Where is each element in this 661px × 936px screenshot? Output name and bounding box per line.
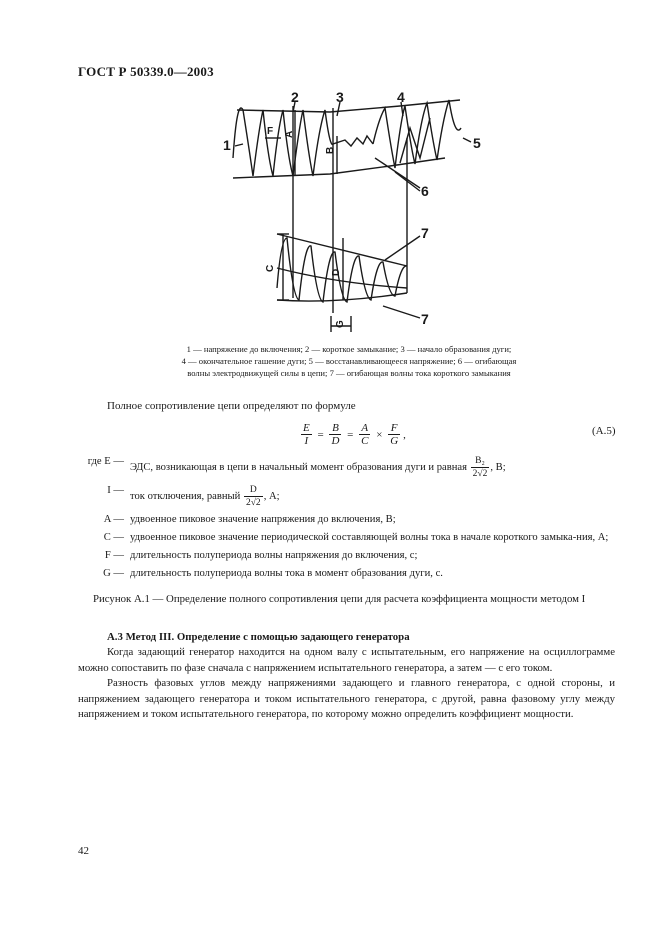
label-2: 2 — [291, 89, 299, 105]
page-number: 42 — [78, 845, 89, 857]
voltage-wave-before — [233, 108, 293, 176]
section-heading: А.3 Метод III. Определение с помощью задающего генератора — [107, 631, 410, 643]
equation-number: (А.5) — [592, 425, 616, 437]
label-1: 1 — [223, 137, 231, 153]
label-6: 6 — [421, 183, 429, 199]
label-A: A — [284, 130, 295, 138]
legend-line-3: волны электродвижущей силы в цепи; 7 — огибающая волны тока короткого замыкания — [187, 368, 511, 378]
label-F: F — [267, 126, 274, 137]
label-3: 3 — [336, 89, 344, 105]
current-wave — [277, 238, 407, 302]
legend-line-1: 1 — напряжение до включения; 2 — короткое замыкание; 3 — начало образования дуги; — [186, 344, 512, 354]
upper-envelope-bottom — [233, 158, 445, 178]
oscillogram-figure — [215, 88, 505, 338]
label-7-upper: 7 — [421, 225, 429, 241]
label-B: B — [325, 146, 336, 154]
current-zero-line — [277, 268, 407, 288]
figure-title: Рисунок А.1 — Определение полного сопротивления цепи для расчета коэффициента мощности методом I — [93, 593, 586, 605]
definition-f: F — длительность полупериода волны напряжения до включения, с; — [104, 550, 418, 561]
legend-line-2: 4 — окончательное гашение дуги; 5 — восстанавливающееся напряжение; 6 — огибающая — [181, 356, 517, 366]
definition-e: где E — ЭДС, возникающая в цепи в начальный момент образования дуги и равная $\frac{\text{B₂}}{2√2}$ , В; — [87, 456, 506, 479]
definition-c: C — удвоенное пиковое значение периодической составляющей волны тока в начале короткого замыка-ния, А; — [103, 532, 609, 543]
definition-a: A — удвоенное пиковое значение напряжения до включения, В; — [103, 514, 396, 525]
label-G: G — [335, 320, 346, 328]
current-envelope-top — [277, 234, 407, 266]
formula-a5: $\frac{E}{I}$ = $\frac{B}{D}$ = $\frac{A}{C}$ × $\frac{F}{G}$ , — [303, 422, 406, 447]
section-paragraph-2: Разность фазовых углов между напряжениями задающего и главного генератора, с одной стороны, и напряжением задающего генератора и током испытательного генератора, с другой, равна фазовому углу между напряжением и током испытательного генератора, по которому можно определить коэффициент мощности. — [78, 677, 615, 720]
formula-intro: Полное сопротивление цепи определяют по формуле — [107, 400, 356, 412]
definitions-list — [78, 455, 618, 585]
recovery-inner — [400, 118, 430, 163]
definition-i: I — ток отключения, равный $\frac{D}{2√2}$ , А; — [107, 485, 280, 508]
page-header: ГОСТ Р 50339.0—2003 — [78, 64, 214, 79]
label-5: 5 — [473, 135, 481, 151]
label-7-lower: 7 — [421, 311, 429, 327]
label-C: C — [265, 264, 276, 272]
figure-legend — [150, 343, 548, 379]
section-paragraph-1: Когда задающий генератор находится на одном валу с испытательным, его напряжение на осциллограмме можно сопоставить по фазе сначала с напряжением испытательного генератора, а затем — с его током. — [78, 646, 615, 674]
voltage-wave-recovery — [373, 100, 461, 168]
definition-g: G — длительность полупериода волны тока в момент образования дуги, с. — [103, 568, 443, 579]
label-4: 4 — [397, 89, 405, 105]
label-D: D — [331, 268, 342, 276]
